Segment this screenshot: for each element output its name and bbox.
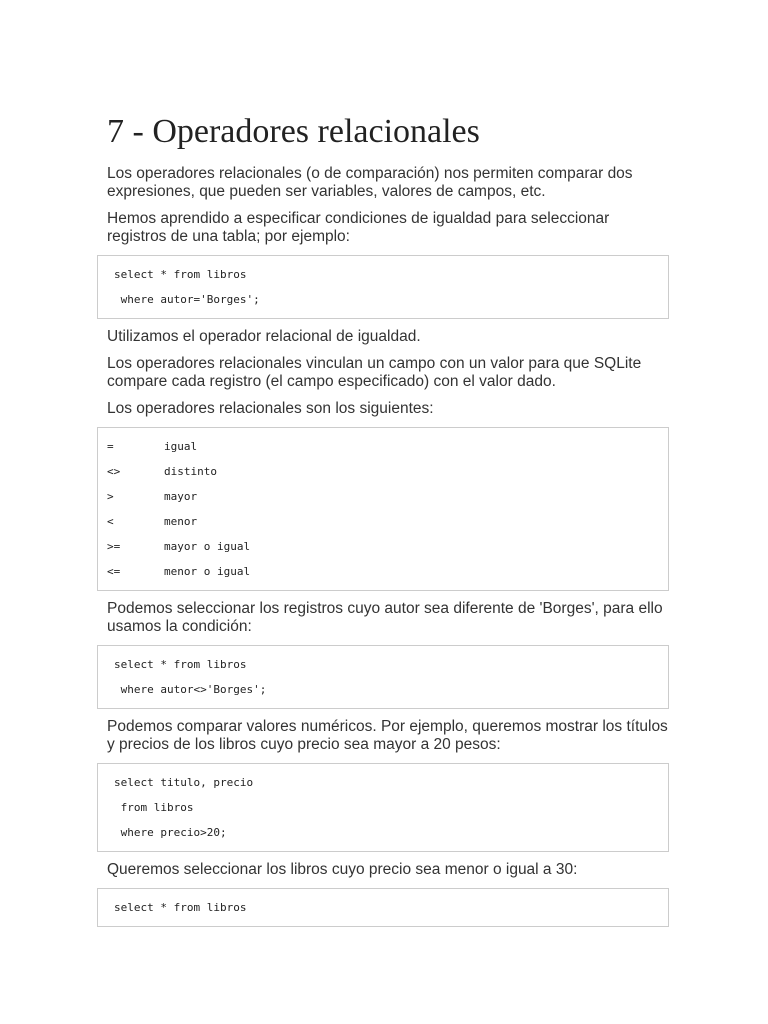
operator-symbol: <= [107, 565, 121, 578]
code-line: select titulo, precio [114, 776, 254, 789]
operator-row [107, 434, 662, 459]
numeric-comparison-paragraph: Podemos comparar valores numéricos. Por ejemplo, queremos mostrar los títulos y precios de los libros cuyo precio sea mayor a 20 pesos: [107, 718, 668, 753]
code-line: select * from libros [114, 901, 247, 914]
operator-name: mayor [164, 490, 198, 503]
code-line: where autor='Borges'; [114, 293, 260, 306]
page-title: 7 - Operadores relacionales [107, 113, 480, 150]
not-equal-paragraph: Podemos seleccionar los registros cuyo autor sea diferente de 'Borges', para ello usamos la condición: [107, 600, 663, 635]
code-block-equality [97, 255, 669, 319]
less-or-equal-paragraph: Queremos seleccionar los libros cuyo precio sea menor o igual a 30: [107, 861, 578, 878]
operator-row [107, 459, 662, 484]
code-line: select * from libros [114, 268, 247, 281]
intro-paragraph: Los operadores relacionales (o de comparación) nos permiten comparar dos expresiones, que pueden ser variables, valores de campos, etc. [107, 165, 633, 200]
operator-symbol: < [107, 515, 114, 528]
operator-row [107, 559, 662, 584]
code-block-less-or-equal [97, 888, 669, 927]
operators-table [97, 427, 669, 591]
code-line: from libros [114, 801, 194, 814]
operator-name: igual [164, 440, 198, 453]
operator-symbol: >= [107, 540, 121, 553]
equality-operator-paragraph: Utilizamos el operador relacional de igualdad. [107, 328, 421, 345]
operator-name: distinto [164, 465, 217, 478]
code-line: select * from libros [114, 658, 247, 671]
code-block-not-equal [97, 645, 669, 709]
operator-row [107, 534, 662, 559]
operator-symbol: > [107, 490, 114, 503]
operator-row [107, 484, 662, 509]
code-line: where autor<>'Borges'; [114, 683, 267, 696]
operator-symbol: <> [107, 465, 121, 478]
operator-symbol: = [107, 440, 114, 453]
article-content [107, 110, 670, 936]
code-block-greater-than [97, 763, 669, 852]
operator-name: mayor o igual [164, 540, 251, 553]
equality-paragraph: Hemos aprendido a especificar condiciones de igualdad para seleccionar registros de una tabla; por ejemplo: [107, 210, 610, 245]
operator-name: menor o igual [164, 565, 251, 578]
operator-name: menor [164, 515, 198, 528]
code-line: where precio>20; [114, 826, 227, 839]
operators-list-intro: Los operadores relacionales son los siguientes: [107, 400, 434, 417]
operator-row [107, 509, 662, 534]
operators-description-paragraph: Los operadores relacionales vinculan un campo con un valor para que SQLite compare cada registro (el campo especificado) con el valor dado. [107, 355, 642, 390]
